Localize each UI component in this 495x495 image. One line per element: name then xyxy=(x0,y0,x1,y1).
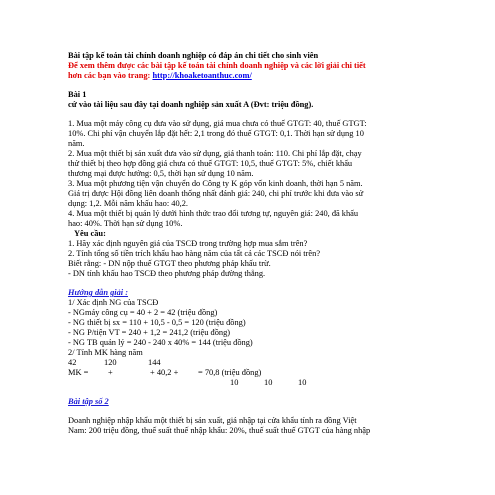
requirement-line: - DN tính khấu hao TSCĐ theo phương pháp đường thẳng. xyxy=(68,269,266,278)
exercise-2-line: Doanh nghiệp nhập khẩu một thiết bị sản xuất, giá nhập tại cửa khẩu tính ra đồng Việt xyxy=(68,416,357,425)
numerator: 144 xyxy=(148,358,161,367)
requirement-line: Biết rằng: - DN nộp thuế GTGT theo phương pháp khấu trừ. xyxy=(68,259,271,268)
denominator: 10 xyxy=(230,378,239,387)
mk-middle: + 40,2 + xyxy=(150,368,179,377)
document-title: Bài tập kế toán tài chính doanh nghiệp có đáp án chi tiết cho sinh viên xyxy=(68,51,319,60)
exercise-1-line: 10%. Chi phí vận chuyển lắp đặt hết: 2,1 trong đó thuế GTGT: 0,1. Thời hạn sử dụng 10 xyxy=(68,129,364,138)
solution-line: - NG TB quản lý = 240 - 240 x 40% = 144 (triệu đồng) xyxy=(68,338,253,347)
solution-line: - NG thiết bị sx = 110 + 10,5 - 0,5 = 120 (triệu đồng) xyxy=(68,318,246,327)
solution-1-title: Hướng dẫn giải : xyxy=(68,288,129,297)
exercise-1-line: 1. Mua một máy công cụ đưa vào sử dụng, giá mua chưa có thuế GTGT: 40, thuế GTGT: xyxy=(68,119,367,128)
exercise-1-line: năm. xyxy=(68,139,85,148)
promo-line-1: Để xem thêm được các bài tập kế toán tài chính doanh nghiệp và các lời giải chi tiết xyxy=(68,61,366,70)
mk-label: MK = xyxy=(68,368,89,377)
exercise-1-line: 4. Mua một thiết bị quản lý dưới hình thức trao đổi tương tự, nguyên giá: 240, đã khấu xyxy=(68,209,359,218)
exercise-1-line: thử thiết bị theo hợp đồng giá chưa có thuế GTGT: 10,5, thuế GTGT: 5%, chiết khấu xyxy=(68,159,353,168)
exercise-1-line: hao: 40%. Thời hạn sử dụng 10%. xyxy=(68,219,183,228)
numerator: 120 xyxy=(104,358,117,367)
exercise-1-line: Giá trị được Hội đồng liên doanh thống nhất đánh giá: 240, chi phí trước khi đưa vào sử xyxy=(68,189,364,198)
exercise-1-intro: cứ vào tài liệu sau đây tại doanh nghiệp sản xuất A (Đvt: triệu đồng). xyxy=(68,100,314,109)
exercise-2-title: Bài tập số 2 xyxy=(68,397,109,406)
exercise-1-line: dụng: 1,2. Mỗi năm khấu hao: 40,2. xyxy=(68,199,189,208)
solution-line: - NG P/tiện VT = 240 + 1,2 = 241,2 (triệu đồng) xyxy=(68,328,231,337)
exercise-1-line: thương mại được hưởng: 0,5, thời hạn sử dụng 10 năm. xyxy=(68,169,254,178)
exercise-1-line: 3. Mua một phương tiện vận chuyển do Công ty K góp vốn kinh doanh, thời hạn 5 năm. xyxy=(68,179,363,188)
mk-result: = 70,8 (triệu đồng) xyxy=(198,368,262,377)
solution-line: 1/ Xác định NG của TSCĐ xyxy=(68,298,159,307)
exercise-2-line: Nam: 200 triệu đồng, thuế suất thuế nhập khẩu: 20%, thuế suất thuế GTGT của hàng nhập xyxy=(68,426,371,435)
numerator: 42 xyxy=(68,358,77,367)
exercise-1-line: 2. Mua một thiết bị sản xuất đưa vào sử dụng, giá thanh toán: 110. Chi phí lắp đặt, chạy xyxy=(68,149,362,158)
promo-prefix: hơn các bạn vào trang: xyxy=(68,71,151,80)
requirements-title: Yêu cầu: xyxy=(74,229,106,238)
solution-line: 2/ Tính MK hàng năm xyxy=(68,348,143,357)
requirement-line: 1. Hãy xác định nguyên giá của TSCĐ trong trường hợp mua sắm trên? xyxy=(68,239,308,248)
mk-plus: + xyxy=(108,368,113,377)
denominator: 10 xyxy=(298,378,307,387)
promo-link[interactable]: http://khoaketoanthuc.com/ xyxy=(152,71,252,80)
solution-line: - NGmáy công cụ = 40 + 2 = 42 (triệu đồng) xyxy=(68,308,218,317)
denominator: 10 xyxy=(264,378,273,387)
requirement-line: 2. Tính tổng số tiền trích khấu hao hàng năm của tất cả các TSCĐ nói trên? xyxy=(68,249,321,258)
promo-line-2 xyxy=(68,71,252,81)
exercise-1-title: Bài 1 xyxy=(68,90,87,99)
